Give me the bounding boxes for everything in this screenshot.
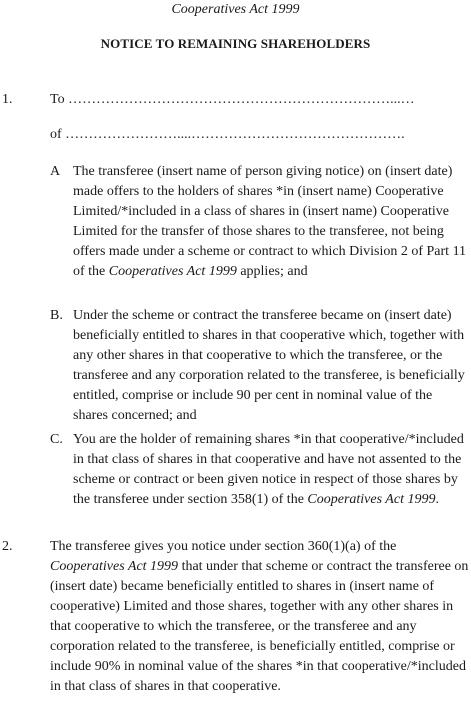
item-a-text-main: The transferee (insert name of person giving notice) on (insert date) made offers to the holders of shares *in (insert name) Cooperative Limited/*included in a class of shares in (insert name) Cooperative Limited for the transfer of those shares to the transferee, not being offers made under a scheme or contract to which Division 2 of Part 11 of the <box>73 164 467 279</box>
item-a-text <box>73 162 469 282</box>
item-a-act-name: Cooperatives Act 1999 <box>108 264 237 279</box>
section-2-text-end: that under that scheme or contract the transferee on (insert date) became beneficially entitled to shares in (insert name of cooperative) Limited and those shares, together with any other shares in that cooperative to which the transferee, or the transferee and any corporation related to the transferee, is beneficially entitled, comprise or include 90% in nominal value of the shares *in that cooperative/*included in that class of shares in that cooperative. <box>50 559 469 694</box>
of-line: of ……………………....………………………………………. <box>50 127 405 142</box>
item-c-letter: C. <box>50 432 63 447</box>
item-a-letter: A <box>50 164 61 179</box>
section-1-number: 1. <box>2 92 13 107</box>
notice-title: NOTICE TO REMAINING SHAREHOLDERS <box>100 36 371 51</box>
to-line: To ……………………………………………………………...… <box>50 92 415 107</box>
item-b-text <box>73 306 469 426</box>
running-title: Cooperatives Act 1999 <box>171 2 300 17</box>
item-c-text-end: . <box>435 492 439 507</box>
item-c-text <box>73 430 469 510</box>
section-2-number: 2. <box>2 539 13 554</box>
item-b-letter: B. <box>50 308 63 323</box>
item-c-text-main: You are the holder of remaining shares *in that cooperative/*included in that class of shares in that cooperative and have not assented to the scheme or contract or been given notice in respect of those shares by the transferee under section 358(1) of the <box>73 432 464 507</box>
section-2-text-main: The transferee gives you notice under section 360(1)(a) of the <box>50 539 397 554</box>
item-b-text-main: Under the scheme or contract the transferee became on (insert date) beneficially entitled to shares in that cooperative which, together with any other shares in that cooperative to which the transferee, or the transferee and any corporation related to the transferee, is beneficially entitled, comprise or include 90 per cent in nominal value of the shares concerned; and <box>73 308 465 423</box>
item-c-act-name: Cooperatives Act 1999 <box>307 492 436 507</box>
item-a-text-end: applies; and <box>236 264 308 279</box>
section-2-act-name: Cooperatives Act 1999 <box>50 559 179 574</box>
section-2-text <box>50 537 470 697</box>
